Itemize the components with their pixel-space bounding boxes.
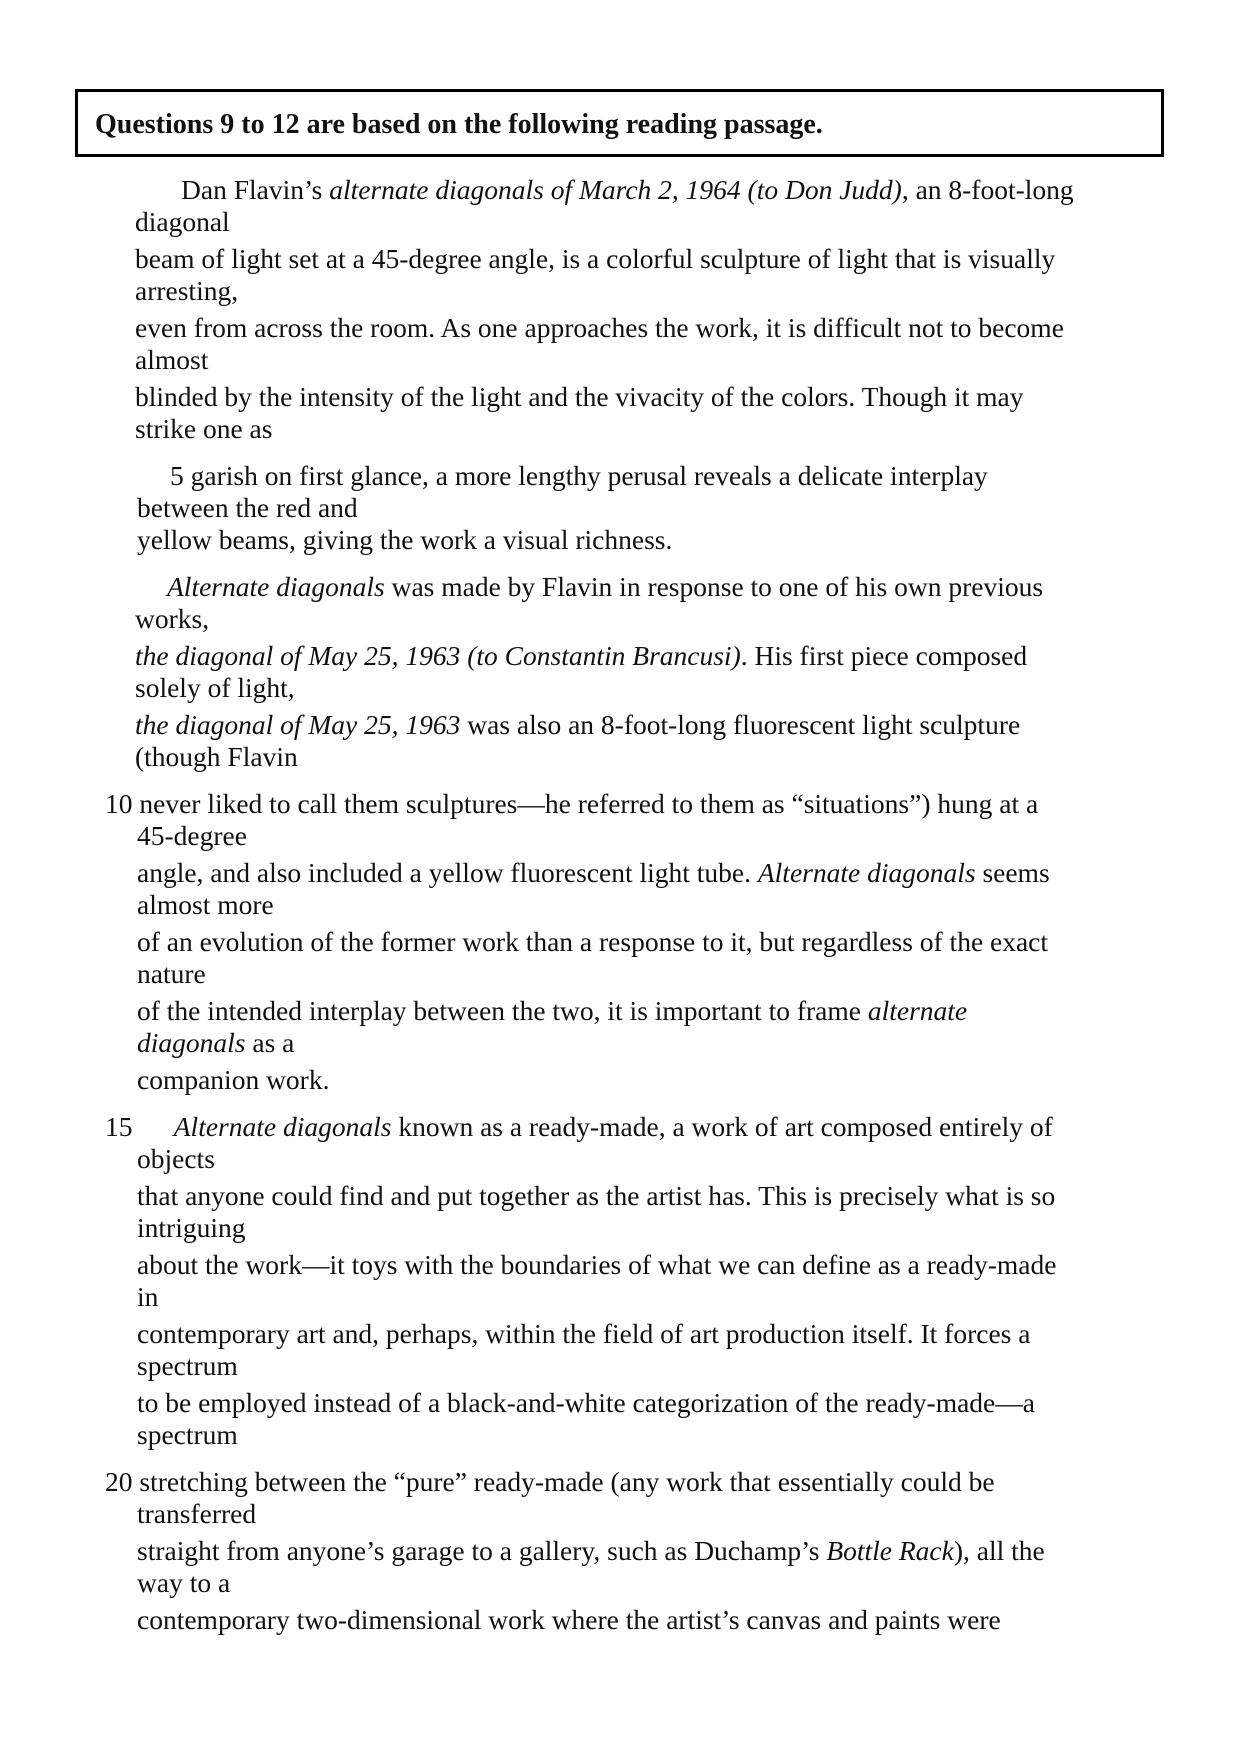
passage-line — [137, 819, 247, 853]
passage-line — [137, 1026, 294, 1060]
italic-title-text: Bottle Rack — [826, 1535, 954, 1566]
passage-line — [137, 1280, 158, 1314]
passage-text: yellow beams, giving the work a visual richness. — [137, 524, 673, 555]
passage-text: ), all the — [953, 1535, 1045, 1566]
passage-line — [137, 1418, 238, 1452]
passage-text: way to a — [137, 1567, 231, 1598]
passage-line — [105, 1110, 1053, 1144]
passage-line — [137, 994, 967, 1028]
passage-line — [137, 1386, 1035, 1420]
passage-text: almost — [135, 344, 209, 375]
passage-text: (though Flavin — [135, 741, 298, 772]
passage-text: 5 garish on first glance, a more lengthy perusal reveals a delicate interplay — [170, 460, 988, 491]
passage-line — [135, 242, 1055, 276]
passage-line — [135, 639, 1027, 673]
passage-line — [137, 888, 274, 922]
passage-text: 20 stretching between the “pure” ready-made (any work that essentially could be — [105, 1466, 995, 1497]
passage-line — [137, 1534, 1045, 1568]
passage-line — [137, 1179, 1055, 1213]
passage-text: about the work—it toys with the boundaries of what we can define as a ready-made — [137, 1249, 1057, 1280]
italic-title-text: alternate diagonals of March 2, 1964 (to Don Judd) — [329, 174, 902, 205]
passage-text: transferred — [137, 1498, 257, 1529]
passage-text: 10 never liked to call them sculptures—he referred to them as “situations”) hung at a — [105, 788, 1039, 819]
passage-text: almost more — [137, 889, 274, 920]
passage-line — [137, 1349, 238, 1383]
italic-title-text: Alternate diagonals — [167, 571, 385, 602]
passage-line — [135, 380, 1024, 414]
passage-line — [135, 708, 1020, 742]
italic-title-text: Alternate diagonals — [757, 857, 976, 888]
passage-line — [137, 491, 358, 525]
passage-text: . His first piece composed — [740, 640, 1028, 671]
passage-line — [137, 1566, 230, 1600]
passage-line — [137, 523, 672, 557]
passage-text: between the red and — [137, 492, 358, 523]
passage-text: blinded by the intensity of the light and the vivacity of the colors. Though it may — [135, 381, 1024, 412]
passage-text: intriguing — [137, 1212, 246, 1243]
passage-line — [135, 740, 298, 774]
passage-text: spectrum — [137, 1350, 238, 1381]
italic-title-text: Alternate diagonals — [173, 1111, 392, 1142]
passage-text: as a — [245, 1027, 295, 1058]
passage-text: of the intended interplay between the two, it is important to frame — [137, 995, 868, 1026]
passage-line — [135, 602, 209, 636]
passage-line — [170, 459, 988, 493]
passage-line — [137, 925, 1048, 959]
passage-text: 15 — [105, 1111, 174, 1142]
passage-text: objects — [137, 1143, 215, 1174]
passage-line — [105, 1465, 995, 1499]
italic-title-text: the diagonal of May 25, 1963 — [135, 709, 461, 740]
italic-title-text: the diagonal of May 25, 1963 (to Constantin Brancusi) — [135, 640, 741, 671]
passage-line — [135, 671, 295, 705]
passage-header-box — [75, 89, 1164, 157]
passage-line — [137, 957, 206, 991]
passage-line — [137, 1211, 245, 1245]
passage-text: strike one as — [135, 413, 273, 444]
passage-text: contemporary art and, perhaps, within the field of art production itself. It forces a — [137, 1318, 1031, 1349]
passage-line — [135, 343, 208, 377]
passage-text: to be employed instead of a black-and-white categorization of the ready-made—a — [137, 1387, 1035, 1418]
passage-line — [137, 1317, 1030, 1351]
passage-line — [137, 1603, 1001, 1637]
passage-text: diagonal — [135, 206, 230, 237]
passage-text: contemporary two-dimensional work where the artist’s canvas and paints were — [137, 1604, 1001, 1635]
passage-line — [137, 1248, 1056, 1282]
passage-line — [135, 311, 1064, 345]
passage-text: Dan Flavin’s — [181, 174, 330, 205]
passage-line — [181, 173, 1074, 207]
passage-line — [137, 1497, 256, 1531]
passage-text: arresting, — [135, 275, 239, 306]
passage-text: 45-degree — [137, 820, 247, 851]
passage-line — [137, 856, 1050, 890]
passage-text: companion work. — [137, 1064, 330, 1095]
passage-text: angle, and also included a yellow fluorescent light tube. — [137, 857, 758, 888]
passage-line — [167, 570, 1043, 604]
passage-text: works, — [135, 603, 210, 634]
passage-text: even from across the room. As one approaches the work, it is difficult not to become — [135, 312, 1064, 343]
passage-line — [137, 1142, 215, 1176]
passage-text: was made by Flavin in response to one of his own previous — [384, 571, 1044, 602]
italic-title-text: diagonals — [137, 1027, 246, 1058]
passage-line — [135, 274, 238, 308]
passage-text: of an evolution of the former work than a response to it, but regardless of the exact — [137, 926, 1049, 957]
passage-text: spectrum — [137, 1419, 238, 1450]
passage-text: seems — [975, 857, 1050, 888]
passage-text: nature — [137, 958, 206, 989]
passage-header-title: Questions 9 to 12 are based on the following reading passage. — [95, 109, 823, 140]
italic-title-text: alternate — [867, 995, 968, 1026]
passage-line — [105, 787, 1038, 821]
passage-text: in — [137, 1281, 159, 1312]
passage-text: straight from anyone’s garage to a gallery, such as Duchamp’s — [137, 1535, 827, 1566]
passage-text: , an 8-foot-long — [901, 174, 1074, 205]
passage-text: beam of light set at a 45-degree angle, is a colorful sculpture of light that is visually — [135, 243, 1056, 274]
passage-line — [135, 205, 230, 239]
passage-text: that anyone could find and put together as the artist has. This is precisely what is so — [137, 1180, 1056, 1211]
passage-line — [135, 412, 272, 446]
passage-text: known as a ready-made, a work of art composed entirely of — [391, 1111, 1053, 1142]
passage-text: was also an 8-foot-long fluorescent light sculpture — [460, 709, 1021, 740]
passage-text: solely of light, — [135, 672, 295, 703]
passage-line — [137, 1063, 329, 1097]
